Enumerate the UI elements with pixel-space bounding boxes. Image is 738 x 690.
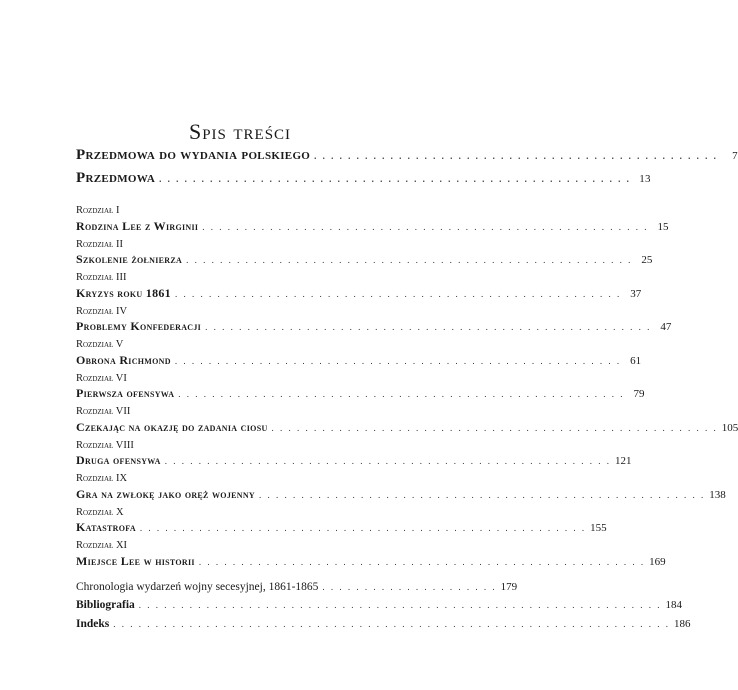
chapter-title: Obrona Richmond	[76, 352, 171, 367]
toc-entry-bibliography[interactable]	[76, 599, 683, 612]
toc-chapter-1	[76, 205, 669, 233]
toc-chapter-8	[76, 439, 632, 468]
toc-entry-page: 61	[630, 354, 642, 367]
toc-chapter-11	[76, 540, 666, 568]
toc-entry-page: 186	[674, 617, 691, 630]
chapter-number: Rozdział X	[76, 506, 124, 518]
toc-entry-page: 179	[500, 580, 518, 593]
toc-chapter-4	[76, 305, 672, 334]
toc-entry-label: Przedmowa	[76, 170, 156, 186]
toc-entry-index[interactable]	[76, 617, 691, 631]
table-of-contents	[76, 147, 738, 630]
chapter-number: Rozdział IV	[76, 305, 128, 317]
toc-entry[interactable]	[76, 453, 632, 467]
dot-leader: . . . . . . . . . . . . . . . . . . . . . . . . . . . . . . . . . . . . . . . . . . . . . . . . . . . . . . . .	[159, 174, 631, 184]
toc-entry-page: 105	[721, 421, 738, 434]
dot-leader: . . . . . . . . . . . . . . . . . . . . . . . . . . . . . . . . . . . . . . . . . . . . . . . .	[314, 151, 718, 161]
toc-entry-label: Przedmowa do wydania polskiego	[76, 147, 311, 163]
toc-entry[interactable]	[76, 520, 607, 534]
chapter-title: Katastrofa	[76, 520, 136, 534]
dot-leader: . . . . . . . . . . . . . . . . . . . . . . . . . . . . . . . . . . . . . . . . . . . . . . . . . . . . .	[198, 556, 646, 567]
toc-entry[interactable]	[76, 319, 672, 333]
chapter-number: Rozdział III	[76, 272, 127, 283]
dot-leader: . . . . . . . . . . . . . . . . . . . . . . . . . . . . . . . . . . . . . . . . . . . . . . . . . . . . .	[258, 489, 706, 500]
toc-entry[interactable]	[76, 285, 642, 300]
toc-entry-preface-polish[interactable]	[76, 147, 738, 163]
chapter-title: Kryzys roku 1861	[76, 285, 171, 300]
dot-leader: . . . . . . . . . . . . . . . . . . . . . . . . . . . . . . . . . . . . . . . . . . . . . . . . . . . . . . . . . . . . . . . . . .	[113, 618, 670, 629]
chapter-title: Szkolenie żołnierza	[76, 252, 183, 266]
toc-chapter-6	[76, 372, 645, 401]
toc-entry-page: 37	[630, 287, 642, 300]
toc-chapter-9	[76, 473, 726, 501]
chapter-number: Rozdział VIII	[76, 439, 134, 451]
dot-leader: . . . . . . . . . . . . . . . . . . . . .	[322, 581, 497, 592]
toc-entry-page: 169	[649, 555, 666, 568]
dot-leader: . . . . . . . . . . . . . . . . . . . . . . . . . . . . . . . . . . . . . . . . . . . . . . . . . . . . .	[178, 389, 625, 399]
dot-leader: . . . . . . . . . . . . . . . . . . . . . . . . . . . . . . . . . . . . . . . . . . . . . . . . . . . . . . . . . . . . . .	[138, 600, 662, 610]
chapter-title: Miejsce Lee w historii	[76, 553, 195, 568]
toc-entry-label: Chronologia wydarzeń wojny secesyjnej, 1861-1865	[76, 580, 319, 593]
dot-leader: . . . . . . . . . . . . . . . . . . . . . . . . . . . . . . . . . . . . . . . . . . . . . . . . . . . . .	[139, 523, 587, 533]
chapter-number: Rozdział VII	[76, 406, 131, 417]
chapter-title: Czekając na okazję do zadania ciosu	[76, 419, 268, 434]
toc-entry[interactable]	[76, 486, 726, 501]
chapter-number: Rozdział VI	[76, 372, 127, 384]
dot-leader: . . . . . . . . . . . . . . . . . . . . . . . . . . . . . . . . . . . . . . . . . . . . . . . . . . . . .	[186, 255, 633, 265]
chapter-title: Druga ofensywa	[76, 453, 161, 467]
dot-leader: . . . . . . . . . . . . . . . . . . . . . . . . . . . . . . . . . . . . . . . . . . . . . . . . . . . . .	[174, 288, 622, 299]
toc-entry-page: 184	[665, 599, 683, 611]
toc-entry[interactable]	[76, 419, 738, 434]
toc-entry-page: 155	[590, 522, 607, 534]
dot-leader: . . . . . . . . . . . . . . . . . . . . . . . . . . . . . . . . . . . . . . . . . . . . . . . . . . . . .	[164, 456, 612, 466]
toc-entry-page: 138	[709, 488, 726, 501]
dot-leader: . . . . . . . . . . . . . . . . . . . . . . . . . . . . . . . . . . . . . . . . . . . . . . . . . . . . .	[174, 355, 622, 366]
toc-entry-page: 13	[639, 173, 651, 185]
chapter-number: Rozdział II	[76, 238, 123, 250]
dot-leader: . . . . . . . . . . . . . . . . . . . . . . . . . . . . . . . . . . . . . . . . . . . . . . . . . . . . .	[271, 422, 718, 433]
chapter-number: Rozdział XI	[76, 540, 128, 551]
toc-entry[interactable]	[76, 352, 642, 367]
toc-entry-page: 7	[732, 150, 738, 162]
toc-chapter-3	[76, 272, 642, 300]
chapter-number: Rozdział V	[76, 339, 124, 350]
toc-entry-label: Indeks	[76, 617, 110, 630]
toc-entry-page: 79	[633, 388, 645, 400]
toc-entry-page: 121	[615, 455, 632, 467]
toc-entry-label: Bibliografia	[76, 599, 135, 611]
chapter-title: Gra na zwłokę jako oręż wojenny	[76, 486, 255, 501]
toc-entry[interactable]	[76, 386, 645, 400]
toc-chapter-10	[76, 506, 607, 535]
page-title: Spis treści	[188, 118, 292, 144]
toc-entry-page: 25	[641, 254, 653, 266]
chapter-number: Rozdział IX	[76, 473, 128, 484]
toc-entry-chronology[interactable]	[76, 580, 518, 594]
toc-chapter-2	[76, 238, 653, 267]
dot-leader: . . . . . . . . . . . . . . . . . . . . . . . . . . . . . . . . . . . . . . . . . . . . . . . . . . . . .	[202, 221, 649, 232]
toc-entry[interactable]	[76, 553, 666, 568]
toc-entry-page: 47	[660, 321, 672, 333]
dot-leader: . . . . . . . . . . . . . . . . . . . . . . . . . . . . . . . . . . . . . . . . . . . . . . . . . . . . .	[205, 322, 652, 332]
toc-chapter-7	[76, 406, 738, 434]
toc-chapter-5	[76, 339, 642, 367]
chapter-title: Pierwsza ofensywa	[76, 386, 175, 400]
toc-entry[interactable]	[76, 252, 653, 266]
chapter-title: Rodzina Lee z Wirginii	[76, 218, 199, 233]
toc-entry-page: 15	[657, 220, 669, 233]
chapter-number: Rozdział I	[76, 205, 120, 216]
toc-entry-preface[interactable]	[76, 170, 651, 186]
chapter-title: Problemy Konfederacji	[76, 319, 202, 333]
toc-entry[interactable]	[76, 218, 669, 233]
